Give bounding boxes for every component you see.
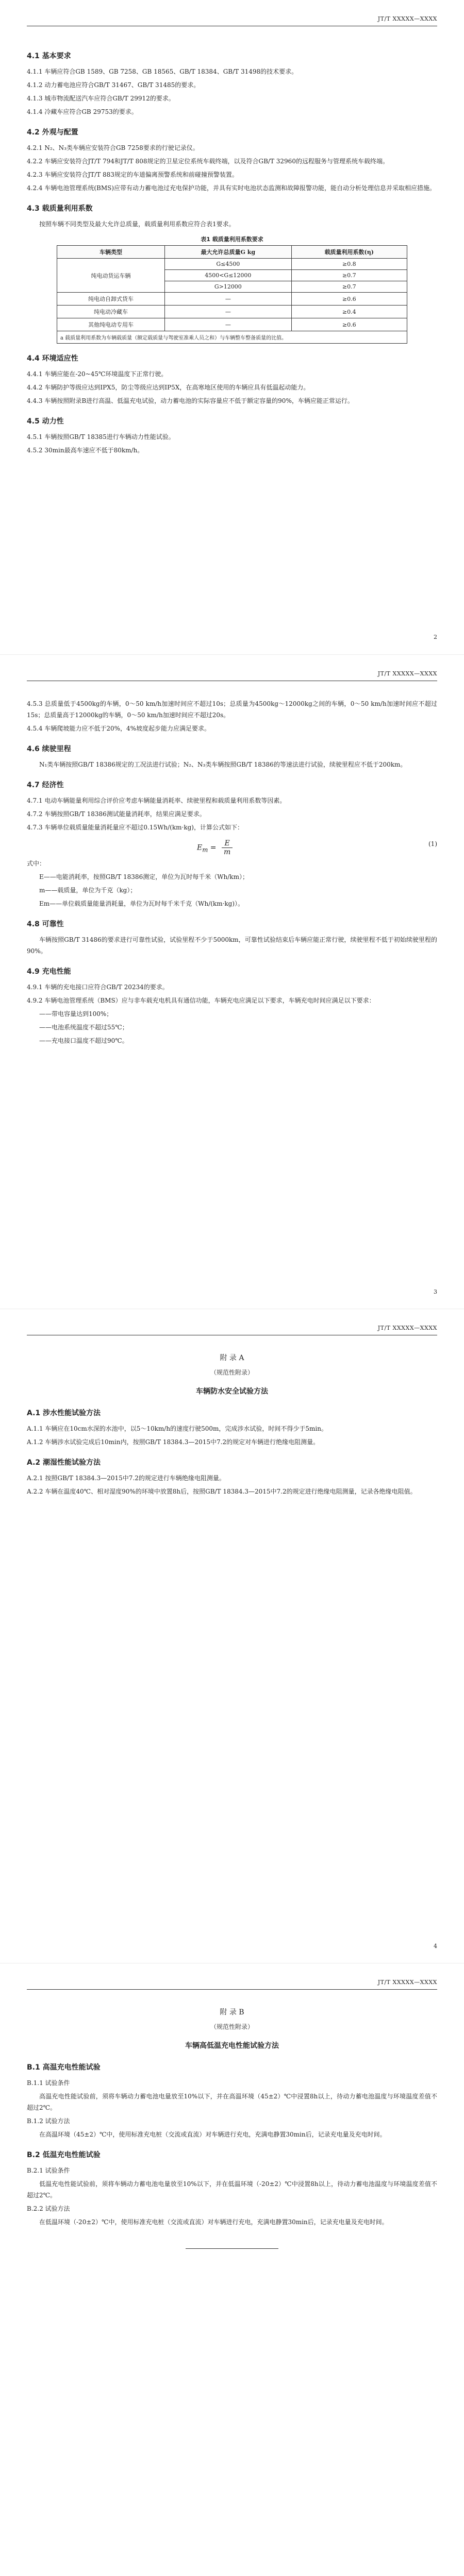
page-4 bbox=[0, 1963, 464, 2576]
table-cell: ≥0.6 bbox=[291, 293, 407, 306]
annex-kind: （规范性附录） bbox=[210, 1369, 254, 1376]
table-header-row bbox=[57, 246, 407, 259]
table-row bbox=[57, 306, 407, 318]
paragraph: 车辆按照GB/T 31486的要求进行可靠性试验，试验里程不少于5000km，可靠性试验结束后车辆应能正常行驶，续驶里程不低于初始续驶里程的90%。 bbox=[27, 936, 437, 955]
paragraph: m——载质量，单位为千克（kg）； bbox=[39, 887, 137, 894]
page-header: JT/T XXXXX—XXXX bbox=[377, 1325, 437, 1331]
section-heading: 4.8 可靠性 bbox=[27, 920, 64, 928]
table-cell: 纯电动货运车辆 bbox=[57, 259, 165, 293]
paragraph: 在低温环境（-20±2）℃中，使用标准充电桩（交流或直流）对车辆进行充电，充满电静置30min后，记录充电量及充电时间。 bbox=[39, 2218, 388, 2226]
paragraph: E——电能消耗率，按照GB/T 18386测定，单位为瓦时每千米（Wh/km）； bbox=[39, 873, 248, 880]
clause-text: 4.7.1 电动车辆能量利用综合评价应考虑车辆能量消耗率、续驶里程和载质量利用系数等因素。 bbox=[27, 797, 286, 804]
page-1 bbox=[0, 0, 464, 654]
clause-text: A.1.1 车辆应在10cm水深的水池中，以5～10km/h的速度行驶500m，完成涉水试验，时间不得少于5min。 bbox=[27, 1425, 327, 1432]
table-row bbox=[57, 293, 407, 306]
table-cell: 4500<G≤12000 bbox=[165, 270, 291, 281]
table-cell: ≥0.8 bbox=[291, 259, 407, 270]
clause-text: 4.2.1 N₂、N₃类车辆应安装符合GB 7258要求的行驶记录仪。 bbox=[27, 144, 199, 151]
page-number: 4 bbox=[434, 1943, 437, 1950]
table-cell: — bbox=[165, 318, 291, 331]
clause-text: B.2.1 试验条件 bbox=[27, 2167, 70, 2174]
section-heading: 4.2 外观与配置 bbox=[27, 128, 78, 137]
table-cell: ≥0.4 bbox=[291, 306, 407, 318]
formula-expression bbox=[197, 839, 233, 856]
clause-text: 4.1.4 冷藏车应符合GB 29753的要求。 bbox=[27, 108, 138, 115]
table-cell: ≥0.7 bbox=[291, 270, 407, 281]
clause-text: A.1.2 车辆涉水试验完成后10min内，按照GB/T 18384.3—2015中7.2的规定对车辆进行绝缘电阻测量。 bbox=[27, 1438, 320, 1446]
table-row bbox=[57, 318, 407, 331]
clause-text: 4.2.3 车辆应安装符合JT/T 883规定的车道偏离预警系统和前碰撞预警装置。 bbox=[27, 171, 238, 178]
header-rule bbox=[27, 1989, 437, 1990]
clause-text: 4.2.4 车辆电池管理系统(BMS)应带有动力蓄电池过充电保护功能，并具有实时电池状态监测和故障报警功能，能自动分析处理信息并采取相应措施。 bbox=[27, 184, 436, 192]
table-caption: 表1 载质量利用系数要求 bbox=[201, 236, 263, 243]
clause-text: A.2.1 按照GB/T 18384.3—2015中7.2的规定进行车辆绝缘电阻测量。 bbox=[27, 1475, 225, 1482]
section-heading: 4.5 动力性 bbox=[27, 417, 64, 426]
paragraph: 在高温环境（45±2）℃中，使用标准充电桩（交流或直流）对车辆进行充电，充满电静置30min后，记录充电量及充电时间。 bbox=[39, 2131, 386, 2138]
table-cell: 其他纯电动专用车 bbox=[57, 318, 165, 331]
table-cell: ≥0.6 bbox=[291, 318, 407, 331]
formula-lhs: E bbox=[197, 843, 203, 852]
table-header-cell: 载质量利用系数(η) bbox=[291, 246, 407, 259]
page-header: JT/T XXXXX—XXXX bbox=[377, 15, 437, 22]
paragraph: ——电池系统温度不超过55℃； bbox=[39, 1024, 128, 1031]
page-number: 3 bbox=[434, 1289, 437, 1295]
paragraph: 低温充电性能试验前，须将车辆动力蓄电池电量放至10%以下，并在低温环境（-20±2）℃中浸置8h以上，待动力蓄电池温度与环境温度差值不超过2℃。 bbox=[27, 2180, 437, 2199]
table-cell: 纯电动自卸式货车 bbox=[57, 293, 165, 306]
section-heading: B.1 高温充电性能试验 bbox=[27, 2063, 101, 2072]
clause-text: 4.5.2 30min最高车速应不低于80km/h。 bbox=[27, 447, 144, 454]
annex-kind: （规范性附录） bbox=[210, 2023, 254, 2030]
clause-text: 4.4.1 车辆应能在-20~45℃环境温度下正常行驶。 bbox=[27, 370, 168, 378]
clause-text: 4.5.1 车辆按照GB/T 18385进行车辆动力性能试验。 bbox=[27, 433, 175, 440]
paragraph: Em——单位载质量能量消耗量，单位为瓦时每千米千克（Wh/(km·kg)）。 bbox=[39, 900, 244, 907]
clause-text: B.1.2 试验方法 bbox=[27, 2117, 70, 2125]
section-heading: 4.6 续驶里程 bbox=[27, 745, 71, 753]
annex-content bbox=[27, 2062, 437, 2228]
clause-text: B.2.2 试验方法 bbox=[27, 2205, 70, 2212]
clause-text: 4.5.4 车辆爬坡能力应不低于20%，4%坡度起步能力应满足要求。 bbox=[27, 725, 211, 732]
paragraph: ——带电容量达到100%； bbox=[39, 1010, 113, 1018]
equals-sign: = bbox=[208, 843, 219, 852]
paragraph: N₁类车辆按照GB/T 18386规定的工况法进行试验；N₂、N₃类车辆按照GB/T 18386的等速法进行试验，续驶里程应不低于200km。 bbox=[39, 761, 407, 768]
page-body bbox=[27, 696, 437, 1048]
annex-title: 车辆防水安全试验方法 bbox=[196, 1387, 268, 1396]
section-heading: 4.9 充电性能 bbox=[27, 968, 71, 976]
page-body bbox=[27, 1994, 437, 2249]
table-note: a 载质量利用系数为车辆载质量（额定载质量与驾驶室准乘人员之和）与车辆整车整备质量的比值。 bbox=[57, 331, 407, 344]
clause-text: 4.1.3 城市物流配送汽车应符合GB/T 29912的要求。 bbox=[27, 95, 175, 102]
clause-text: 4.2.2 车辆应安装符合JT/T 794和JT/T 808规定的卫星定位系统车载终端，以及符合GB/T 32960的远程服务与管理系统车载终端。 bbox=[27, 158, 389, 165]
paragraph: 高温充电性能试验前，须将车辆动力蓄电池电量放至10%以下，并在高温环境（45±2）℃中浸置8h以上，待动力蓄电池温度与环境温度差值不超过2℃。 bbox=[27, 2093, 437, 2111]
section-heading: 4.3 载质量利用系数 bbox=[27, 205, 93, 213]
clause-text: 4.4.3 车辆按照附录B进行高温、低温充电试验，动力蓄电池的实际容量应不低于额定容量的90%，车辆应能正常运行。 bbox=[27, 397, 354, 404]
end-rule bbox=[186, 2248, 278, 2249]
formula-number: (1) bbox=[428, 840, 437, 848]
page-body bbox=[27, 41, 437, 458]
paragraph: 按照车辆不同类型及最大允许总质量，载质量利用系数应符合表1要求。 bbox=[39, 221, 235, 228]
table-cell: — bbox=[165, 306, 291, 318]
clause-text: 4.7.3 车辆单位载质量能量消耗量应不超过0.15Wh/(km·kg)，计算公式如下： bbox=[27, 824, 243, 831]
clause-text: 4.9.2 车辆电池管理系统（BMS）应与非车载充电机具有通信功能，车辆充电应满足以下要求，车辆充电时间应满足以下要求： bbox=[27, 997, 375, 1004]
table-cell: G>12000 bbox=[165, 281, 291, 293]
annex-label: 附 录 B bbox=[220, 2008, 244, 2016]
page-3 bbox=[0, 1309, 464, 1963]
clause-text: 4.1.2 动力蓄电池应符合GB/T 31467、GB/T 31485的要求。 bbox=[27, 81, 200, 89]
clause-text: 4.7.2 车辆按照GB/T 18386测试能量消耗率，结果应满足要求。 bbox=[27, 810, 206, 818]
section-heading: B.2 低温充电性能试验 bbox=[27, 2151, 101, 2159]
page-2 bbox=[0, 654, 464, 1309]
table-header-cell: 车辆类型 bbox=[57, 246, 165, 259]
section-heading: 4.7 经济性 bbox=[27, 781, 64, 789]
table-note-row bbox=[57, 331, 407, 344]
page-body bbox=[27, 1340, 437, 1499]
formula-subscript: m bbox=[202, 846, 208, 854]
fraction bbox=[222, 839, 233, 856]
table-cell: — bbox=[165, 293, 291, 306]
clause-text: B.1.1 试验条件 bbox=[27, 2079, 70, 2087]
page-header: JT/T XXXXX—XXXX bbox=[377, 1979, 437, 1986]
table-cell: ≥0.7 bbox=[291, 281, 407, 293]
formula bbox=[27, 836, 437, 855]
clause-text: 式中： bbox=[27, 860, 46, 867]
table-cell: 纯电动冷藏车 bbox=[57, 306, 165, 318]
page-number: 2 bbox=[434, 634, 437, 640]
clause-text: A.2.2 车辆在温度40℃、相对湿度90%的环境中放置8h后，按照GB/T 18384.3—2015中7.2的规定进行绝缘电阻测量，记录各绝缘电阻值。 bbox=[27, 1488, 417, 1495]
denominator: m bbox=[223, 848, 231, 856]
section-heading: 4.1 基本要求 bbox=[27, 52, 71, 60]
annex-content bbox=[27, 1408, 437, 1497]
paragraph: ——充电接口温度不超过90℃。 bbox=[39, 1037, 128, 1044]
numerator: E bbox=[222, 839, 233, 848]
requirements-table bbox=[57, 245, 407, 344]
annex-label: 附 录 A bbox=[220, 1354, 244, 1362]
table-cell: G≤4500 bbox=[165, 259, 291, 270]
section-heading: A.2 潮湿性能试验方法 bbox=[27, 1459, 101, 1467]
section-heading: 4.4 环境适应性 bbox=[27, 354, 78, 363]
section-heading: A.1 涉水性能试验方法 bbox=[27, 1409, 101, 1417]
table-header-cell: 最大允许总质量G kg bbox=[165, 246, 291, 259]
clause-text: 4.9.1 车辆的充电接口应符合GB/T 20234的要求。 bbox=[27, 984, 169, 991]
clause-text: 4.4.2 车辆防护等级应达到IPX5，防尘等级应达到IP5X，在高寒地区使用的车辆应具有低温起动能力。 bbox=[27, 384, 310, 391]
page-header: JT/T XXXXX—XXXX bbox=[377, 670, 437, 677]
clause-text: 4.1.1 车辆应符合GB 1589、GB 7258、GB 18565、GB/T 18384、GB/T 31498的技术要求。 bbox=[27, 68, 298, 75]
annex-title: 车辆高低温充电性能试验方法 bbox=[185, 2042, 279, 2050]
clause-text: 4.5.3 总质量低于4500kg的车辆，0～50 km/h加速时间应不超过10s；总质量为4500kg～12000kg之间的车辆，0～50 km/h加速时间应不超过15s；总质量高于12000kg的车辆，0～50 km/h加速时间应不超过20s。 bbox=[27, 700, 437, 719]
table-row bbox=[57, 259, 407, 270]
